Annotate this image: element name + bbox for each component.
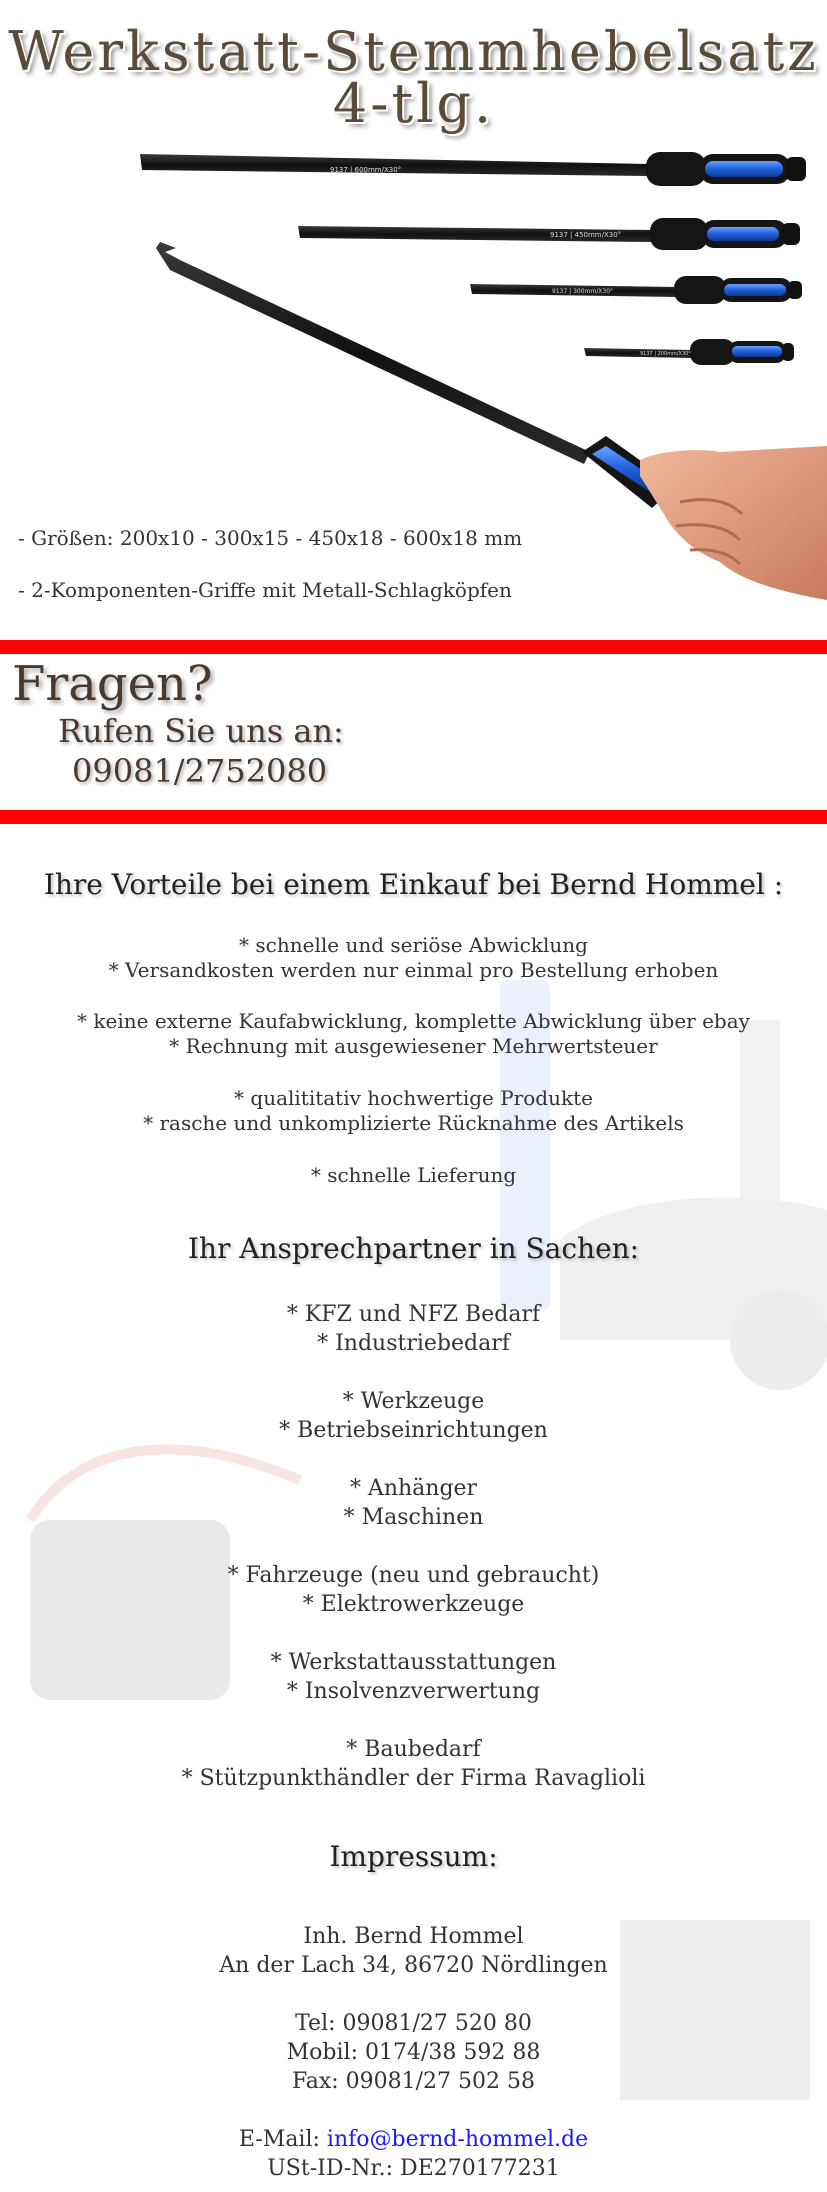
pry-bar-600 <box>140 152 806 186</box>
advantages-heading: Ihre Vorteile bei einem Einkauf bei Bernd Hommel : <box>43 868 784 901</box>
partner-item: * Insolvenzverwertung <box>286 1679 541 1704</box>
tool-label: 9137 | 200mm/X30° <box>640 351 691 357</box>
contact-phone: 09081/2752080 <box>72 752 328 790</box>
divider-bar <box>0 810 827 824</box>
advantages-item: * qualititativ hochwertige Produkte <box>234 1086 593 1110</box>
email-link[interactable]: info@bernd-hommel.de <box>326 2127 589 2152</box>
page-title: Werkstatt-Stemmhebelsatz <box>8 20 819 83</box>
page-subtitle: 4-tlg. <box>332 72 495 135</box>
product-bullet: - Größen: 200x10 - 300x15 - 450x18 - 600x18 mm <box>18 526 523 550</box>
hand-image <box>640 446 827 600</box>
partner-item: * Werkzeuge <box>342 1389 485 1414</box>
tool-label: 9137 | 450mm/X30° <box>550 231 622 239</box>
partner-item: * Elektrowerkzeuge <box>302 1592 525 1617</box>
advantages-item: * schnelle Lieferung <box>310 1163 517 1187</box>
partner-item: * Betriebseinrichtungen <box>279 1418 548 1443</box>
pry-bar-200 <box>584 339 794 365</box>
partner-item: * KFZ und NFZ Bedarf <box>286 1302 541 1327</box>
advantages-item: * schnelle und seriöse Abwicklung <box>239 933 588 957</box>
contact-line: Rufen Sie uns an: <box>58 712 344 750</box>
impressum-owner: Inh. Bernd Hommel <box>303 1924 524 1949</box>
tool-label: 9137 | 600mm/X30° <box>330 166 402 174</box>
impressum-email-label: E-Mail: <box>238 2127 327 2152</box>
advantages-item: * keine externe Kaufabwicklung, komplette Abwicklung über ebay <box>77 1009 750 1033</box>
pry-bar-in-hand <box>156 242 676 508</box>
impressum-email-row <box>0 2125 827 2154</box>
partner-item: * Werkstattausstattungen <box>270 1650 557 1675</box>
pry-bar-300 <box>470 276 802 304</box>
advantages-item: * rasche und unkomplizierte Rücknahme des Artikels <box>143 1111 684 1135</box>
advantages-item: * Versandkosten werden nur einmal pro Bestellung erhoben <box>108 958 719 982</box>
impressum-ust: USt-ID-Nr.: DE270177231 <box>267 2156 560 2181</box>
pry-bar-450 <box>298 218 800 250</box>
tool-label: 9137 | 300mm/X30° <box>552 288 614 295</box>
partner-item: * Fahrzeuge (neu und gebraucht) <box>227 1563 600 1588</box>
impressum-fax: Fax: 09081/27 502 58 <box>291 2069 536 2094</box>
partner-item: * Anhänger <box>349 1476 478 1501</box>
contact-heading: Fragen? <box>12 656 213 712</box>
impressum-tel: Tel: 09081/27 520 80 <box>295 2011 532 2036</box>
divider-bar <box>0 640 827 654</box>
partner-heading: Ihr Ansprechpartner in Sachen: <box>187 1232 640 1265</box>
advantages-item: * Rechnung mit ausgewiesener Mehrwertsteuer <box>169 1034 658 1058</box>
impressum-heading: Impressum: <box>329 1840 498 1873</box>
partner-item: * Stützpunkthändler der Firma Ravaglioli <box>181 1766 646 1791</box>
partner-item: * Industriebedarf <box>317 1331 510 1356</box>
product-bullet: - 2-Komponenten-Griffe mit Metall-Schlagköpfen <box>18 578 512 602</box>
impressum-mobil: Mobil: 0174/38 592 88 <box>286 2040 541 2065</box>
impressum-address: An der Lach 34, 86720 Nördlingen <box>219 1953 608 1978</box>
partner-item: * Maschinen <box>343 1505 484 1530</box>
background-illustrations <box>0 960 827 2160</box>
partner-item: * Baubedarf <box>346 1737 481 1762</box>
